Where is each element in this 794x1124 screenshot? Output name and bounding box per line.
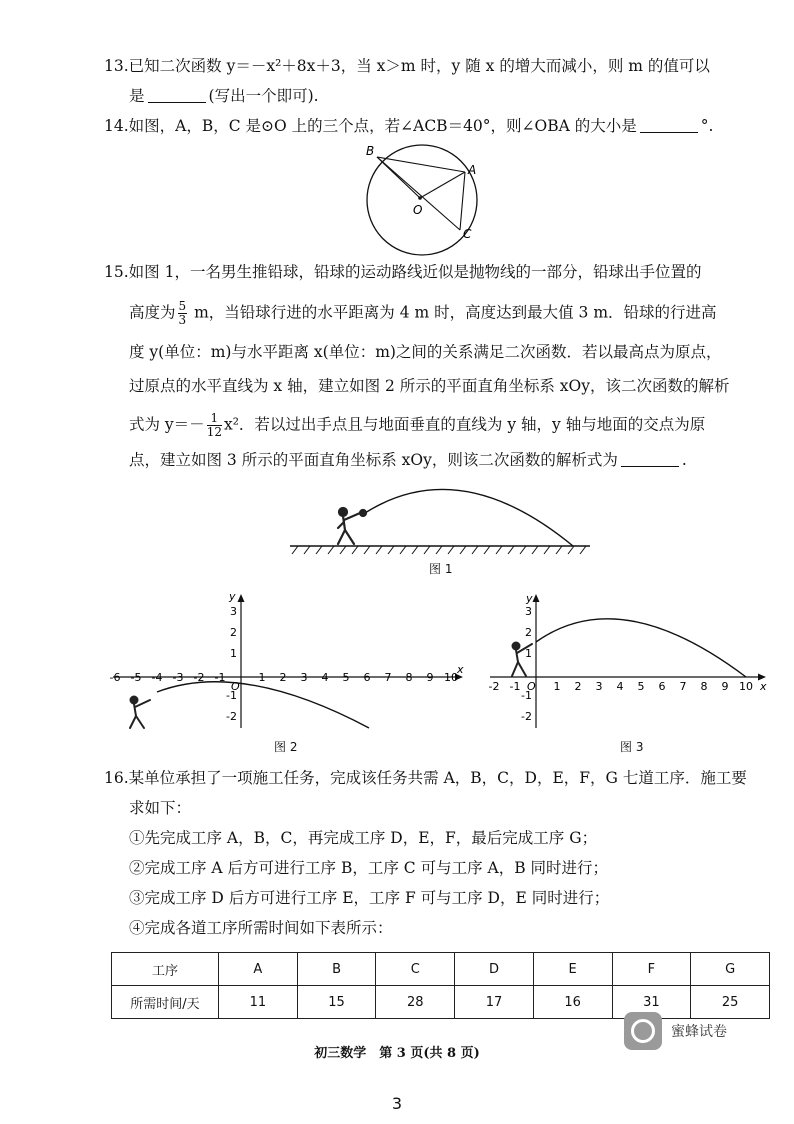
circle-o: [367, 145, 477, 255]
days-cell: 28: [376, 986, 455, 1019]
q16-line2: 求如下：: [129, 799, 192, 817]
process-cell: F: [612, 953, 691, 986]
days-cell: 11: [219, 986, 298, 1019]
fig3-x-tick: 8: [700, 680, 708, 693]
q13-answer-blank: [148, 88, 206, 103]
fig3-x-tick: 2: [574, 680, 582, 693]
q14-text: [104, 116, 713, 136]
fig2-x-tick: 9: [426, 671, 434, 684]
days-cell: 31: [612, 986, 691, 1019]
fig2-y-tick: -1: [226, 689, 237, 702]
fig2-y-tick: 3: [230, 605, 237, 618]
q15-line1: 15.如图 1，一名男生推铅球，铅球的运动路线近似是抛物线的一部分，铅球出手位置的: [104, 263, 702, 281]
figure-2-caption: 图 2: [274, 740, 298, 754]
q15-line2-b: m，当铅球行进的水平距离为 4 m 时，高度达到最大值 3 m．铅球的行进高: [189, 303, 717, 322]
q16-line1: 16.某单位承担了一项施工任务，完成该任务共需 A，B，C，D，E，F，G 七道工序．施工要: [104, 769, 747, 787]
fig3-parabola: [536, 619, 746, 677]
q15-line3: 度 y(单位：m)与水平距离 x(单位：m)之间的关系满足二次函数．若以最高点为原点，: [129, 343, 722, 361]
fig3-x-tick: 6: [658, 680, 666, 693]
figure-2-coordinate-plane: [108, 590, 468, 732]
q15-answer-blank: [621, 452, 679, 467]
header-days: 所需时间/天: [112, 986, 219, 1019]
q14-text-b: °.: [700, 117, 714, 135]
segment-oa: [420, 172, 465, 198]
q15-line2: [129, 300, 717, 327]
trajectory-curve: [365, 489, 573, 546]
q15-line5-a: 式为 y＝－: [129, 415, 205, 434]
fig3-y-tick: 1: [525, 647, 532, 660]
center-point-o: [418, 196, 422, 200]
ground-hatching: [292, 546, 586, 554]
q13-line2: [129, 86, 319, 106]
q13-line2-a: 是: [129, 87, 145, 105]
process-cell: D: [455, 953, 534, 986]
fig2-y-tick-labels: [226, 605, 237, 723]
frac-five-thirds: $\frac{5}{3}$: [178, 299, 187, 327]
fig3-y-label: y: [526, 592, 533, 605]
process-cell: E: [533, 953, 612, 986]
fig3-x-tick: 3: [595, 680, 603, 693]
fig3-x-label: x: [760, 680, 767, 693]
fig2-athlete: [130, 697, 150, 729]
q15-line6-text: 点，建立如图 3 所示的平面直角坐标系 xOy，则该二次函数的解析式为: [129, 451, 618, 469]
label-c: C: [463, 227, 472, 241]
fig3-x-tick: 1: [553, 680, 561, 693]
fig3-x-tick: -1: [509, 680, 521, 693]
fig2-y-label: y: [229, 590, 236, 603]
fig3-y-tick: 2: [525, 626, 532, 639]
figure-1-shotput: [290, 478, 590, 560]
fig2-y-tick: 2: [230, 626, 237, 639]
process-cell: B: [297, 953, 376, 986]
fig2-y-arrow: [238, 594, 245, 602]
fig3-y-tick: -2: [521, 710, 532, 723]
fig3-origin-label: O: [527, 680, 536, 693]
header-process: 工序: [112, 953, 219, 986]
fig2-x-label: x: [457, 663, 464, 676]
page-footer: 初三数学 第 3 页(共 8 页): [314, 1046, 480, 1061]
days-cell: 17: [455, 986, 534, 1019]
fig3-x-tick: -2: [488, 680, 500, 693]
days-cell: 16: [533, 986, 612, 1019]
q15-line6-end: .: [681, 451, 687, 469]
figure-1-caption: 图 1: [429, 562, 453, 576]
segment-ac: [460, 172, 465, 230]
process-time-table: [111, 952, 770, 1019]
q15-line5: [129, 412, 705, 439]
table-row: [112, 953, 770, 986]
fig3-y-arrow: [533, 594, 540, 602]
process-cell: C: [376, 953, 455, 986]
q13-line1: 13.已知二次函数 y＝－x²＋8x＋3，当 x＞m 时，y 随 x 的增大而减小，则 m 的值可以: [104, 57, 710, 75]
days-cell: 15: [297, 986, 376, 1019]
fig2-parabola: [157, 682, 369, 728]
process-cell: A: [219, 953, 298, 986]
days-cell: 25: [691, 986, 770, 1019]
q15-line4: 过原点的水平直线为 x 轴，建立如图 2 所示的平面直角坐标系 xOy，该二次函数的解析: [129, 377, 730, 395]
frac-one-twelfth: $\frac{1}{12}$: [206, 411, 222, 439]
label-a: A: [468, 163, 477, 177]
fig3-y-tick: 3: [525, 605, 532, 618]
fig2-x-tick: -1: [214, 671, 226, 684]
fig2-x-tick: 4: [321, 671, 329, 684]
figure-3-coordinate-plane: [480, 590, 770, 732]
fig2-x-tick-labels: [110, 671, 458, 684]
fig2-x-tick: -5: [130, 671, 142, 684]
q15-line5-b: x²．若以过出手点且与地面垂直的直线为 y 轴，y 轴与地面的交点为原: [223, 415, 706, 434]
fig2-x-tick: -6: [109, 671, 121, 684]
segment-bc: [377, 157, 460, 230]
q14-text-a: 14.如图，A，B，C 是⊙O 上的三个点，若∠ACB＝40°，则∠OBA 的大小是: [104, 117, 637, 135]
athlete-figure: [338, 508, 366, 544]
fig2-x-tick: 7: [384, 671, 392, 684]
fig2-y-tick: 1: [230, 647, 237, 660]
fig3-x-tick: 4: [616, 680, 624, 693]
q15-line6: [129, 450, 687, 470]
process-cell: G: [691, 953, 770, 986]
q16-rule1: ①先完成工序 A，B，C，再完成工序 D，E，F，最后完成工序 G；: [129, 829, 598, 847]
fig2-x-tick: 1: [258, 671, 266, 684]
fig2-origin-label: O: [231, 680, 240, 693]
fig2-x-tick: 6: [363, 671, 371, 684]
fig3-y-tick-labels: [521, 605, 532, 723]
fig3-x-tick: 5: [637, 680, 645, 693]
fig2-x-tick: 3: [300, 671, 308, 684]
fig2-x-tick: -2: [193, 671, 205, 684]
fig2-x-tick: 8: [405, 671, 413, 684]
watermark-text: 蜜蜂试卷: [671, 1024, 727, 1040]
q14-circle-figure: [360, 140, 490, 260]
fig2-y-tick: -2: [226, 710, 237, 723]
fig2-x-tick: 5: [342, 671, 350, 684]
q16-rule2: ②完成工序 A 后方可进行工序 B，工序 C 可与工序 A，B 同时进行；: [129, 859, 609, 877]
q13-line2-b: (写出一个即可).: [208, 87, 319, 105]
fig2-x-tick: -3: [172, 671, 184, 684]
q14-answer-blank: [640, 118, 698, 133]
fig3-x-tick: 7: [679, 680, 687, 693]
q16-rule3: ③完成工序 D 后方可进行工序 E，工序 F 可与工序 D，E 同时进行；: [129, 889, 610, 907]
page-number: 3: [391, 1094, 403, 1113]
q15-line2-a: 高度为: [129, 303, 176, 322]
fig2-x-tick: -4: [151, 671, 163, 684]
fig3-x-tick: 10: [739, 680, 753, 693]
label-o: O: [413, 203, 423, 217]
fig3-x-tick: 9: [721, 680, 729, 693]
fig2-x-tick: 2: [279, 671, 287, 684]
label-b: B: [366, 144, 375, 158]
figure-3-caption: 图 3: [620, 740, 644, 754]
fig2-x-tick: 10: [444, 671, 458, 684]
fig3-y-tick: -1: [521, 689, 532, 702]
q16-rule4: ④完成各道工序所需时间如下表所示：: [129, 919, 393, 937]
